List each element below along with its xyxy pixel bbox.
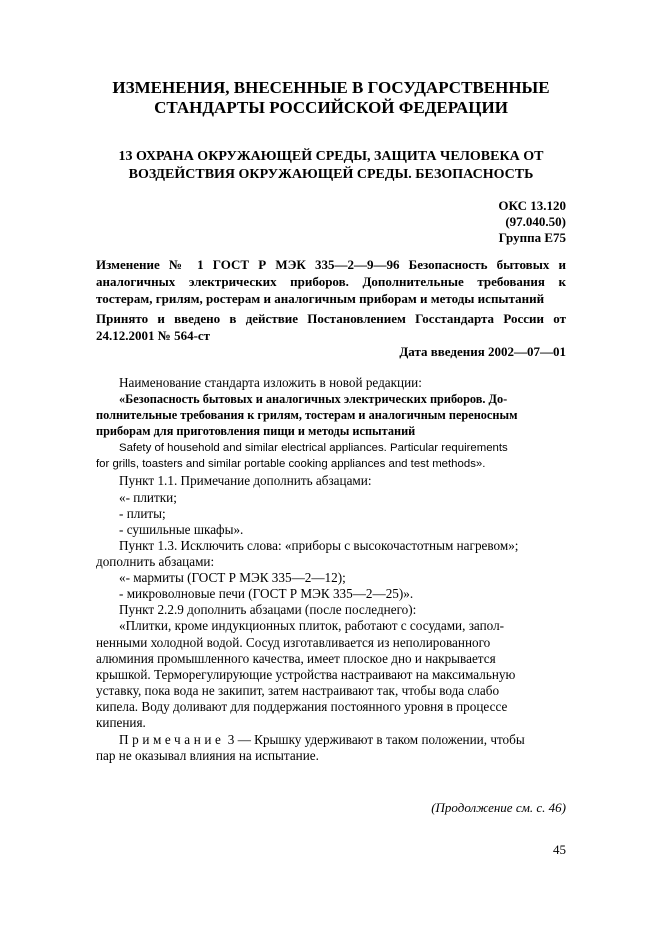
body-line: for grills, toasters and similar portable cooking appliances and test methods». [96,458,486,470]
continuation-note: (Продолжение см. с. 46) [431,800,566,815]
classification-code: (97.040.50) [505,214,566,229]
body-line: «Безопасность бытовых и аналогичных электрических приборов. До- [119,392,508,406]
body-line: кипения. [96,715,146,730]
body-line: Пункт 2.2.9 дополнить абзацами (после последнего): [119,602,417,617]
body-line: уставку, пока вода не закипит, затем настраивают так, чтобы вода слабо [96,683,500,698]
body-line: алюминия промышленного качества, имеет плоское дно и накрывается [96,651,496,666]
effective-date: Дата введения 2002—07—01 [399,344,566,359]
body-line: пар не оказывал влияния на испытание. [96,748,319,763]
amendment-title: Изменение № 1 ГОСТ Р МЭК 335—2—9—96 Безопасность бытовых и аналогичных электрических приборов. Дополнительные требования к тостерам, грилям, ростерам и аналогичным приборам и методы испытаний [96,257,566,306]
body-line: крышкой. Терморегулирующие устройства настраивают на максимальную [96,667,516,682]
section-heading-line-2: ВОЗДЕЙСТВИЯ ОКРУЖАЮЩЕЙ СРЕДЫ. БЕЗОПАСНОСТЬ [128,167,534,182]
body-line: кипела. Воду доливают для поддержания постоянного уровня в процессе [96,699,508,714]
body-line: Наименование стандарта изложить в новой редакции: [119,375,422,390]
body-line: полнительные требования к грилям, тостерам и аналогичным переносным [96,408,518,422]
body-line: «Плитки, кроме индукционных плиток, работают с сосудами, запол- [119,618,505,633]
body-line: дополнить абзацами: [96,554,215,569]
body-line: - плиты; [119,506,166,521]
oks-code: ОКС 13.120 [498,198,566,213]
body-line: ненными холодной водой. Сосуд изготавливается из неполированного [96,635,491,650]
body-line: - микроволновые печи (ГОСТ Р МЭК 335—2—25)». [119,586,414,601]
page-title-line-2: СТАНДАРТЫ РОССИЙСКОЙ ФЕДЕРАЦИИ [154,98,508,117]
note-label: Примечание [119,732,225,747]
body-line: Safety of household and similar electrical appliances. Particular requirements [119,442,508,454]
note-text: 3 — Крышку удерживают в таком положении, чтобы [227,732,525,747]
body-line: - сушильные шкафы». [119,522,244,537]
body-line: Пункт 1.3. Исключить слова: «приборы с высокочастотным нагревом»; [119,538,519,553]
body-line: Пункт 1.1. Примечание дополнить абзацами: [119,473,372,488]
body-line: «- мармиты (ГОСТ Р МЭК 335—2—12); [119,570,346,585]
body-line: «- плитки; [119,490,177,505]
body-line: приборам для приготовления пищи и методы испытаний [96,424,416,438]
page-number: 45 [553,842,566,857]
note-line [119,731,525,748]
group-code: Группа Е75 [498,230,566,245]
page-title-line-1: ИЗМЕНЕНИЯ, ВНЕСЕННЫЕ В ГОСУДАРСТВЕННЫЕ [112,78,550,97]
section-heading-line-1: 13 ОХРАНА ОКРУЖАЮЩЕЙ СРЕДЫ, ЗАЩИТА ЧЕЛОВЕКА ОТ [118,149,544,164]
adoption-note: Принято и введено в действие Постановлением Госстандарта России от 24.12.2001 № 564-ст [96,311,566,343]
